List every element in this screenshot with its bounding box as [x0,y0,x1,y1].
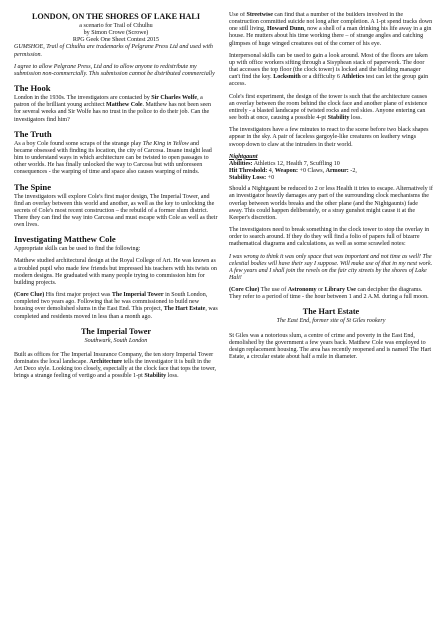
interpersonal-paragraph [229,53,433,89]
hart-estate-location: The East End, former site of St Giles rookery [276,318,386,325]
skill-locksmith: Locksmith [273,74,301,81]
core-clue-label: (Core Clue) [229,287,260,294]
text-span: Cole's first experiment, the design of the tower is such that the architecture causes an overlay between the room behind the clock face and another plane of existence entirely - a blasted landscape of twisted rocks and red skies. Anyone entering can see both at once, causing a possible 4-pt [229,93,428,122]
text-span: or a difficulty 6 [300,74,342,81]
investigating-intro: Appropriate skills can be used to find the following: [14,246,141,253]
text-span: , a patron of the brilliant young architect [14,95,203,109]
section-heading-hook: The Hook [14,83,51,94]
skill-stability: Stability [327,115,350,122]
text-span: or [316,287,325,294]
spine-paragraph: The investigators will explore Cole's first major design, The Imperial Tower, and find an overlay between this world and another, as well as the key to unlocking the secrets of Cole's most recent construction – the rebuild of a former slum district. There they can find the way into Carcosa and must escape with Cole as well as their own lives. [14,193,218,229]
text-span: . Matthew has not been seen for several weeks and Sir Wolfe has no trust in the police to do their job. Can the investigators find him? [14,102,211,123]
text-span: , now a shell of a man drinking his life away in a gin house. He mutters about his time working there – of strange angles and catching glimpses of huge winged creatures out of the corner of his eye. [229,26,432,47]
abilities-value: Athletics 12, Health 7, Scuffling 10 [252,160,340,167]
stability-loss-label: Stability Loss: [229,175,267,182]
weapon-value: +0 Claws, [298,167,326,174]
trademark-notice: GUMSHOE, Trail of Cthulhu are trademarks of Pelgrane Press Ltd and used with permission. [14,44,213,58]
skill-streetwise: Streetwise [246,12,273,18]
skill-stability: Stability [144,373,167,380]
location-imperial-tower: The Imperial Tower [111,292,164,299]
escape-paragraph: Should a Nightgaunt be reduced to 2 or less Health it tries to escape. Alternatively if an investigator heavily damages any part of the surrounding clock mechanisms the overlap between worlds breaks and the other plane (and the Nightgaunts) fade away. This could happen deliberately, or a stray gunshot might cause it at the Keeper's discretion. [229,186,433,221]
weapon-label: Weapon: [274,167,299,174]
document-title: LONDON, ON THE SHORES OF LAKE HALI [31,12,201,21]
core-clue-astronomy [229,287,433,301]
text-span: tells the investigator it is built in the Art Deco style. Looking too closely, especially at the clock face that tops the tower, brings a strange feeling of vertigo and a possible 1-pt [14,359,217,380]
section-heading-hart-estate: The Hart Estate [302,307,360,317]
location-hart-estate: The Hart Estate [163,306,206,313]
section-heading-spine: The Spine [14,181,52,192]
nightgaunt-stats [229,161,433,182]
stability-loss-value: +0 [266,175,275,182]
imperial-tower-paragraph [14,352,218,381]
text-span: , was completed and residents moved in less than a month ago. [14,306,218,320]
skill-athletics: Athletics [341,74,365,81]
scrawled-notes-quote: I was wrong to think it was only space that was important and not time as well! The celestial bodies will have their say I suppose. Will make use of that in my next work. A few years and I shall join the revels on the fair city streets by the shores of Lake Hali! [229,253,433,281]
right-column [229,12,433,630]
hart-estate-paragraph: St Giles was a notorious slum, a centre of crime and poverty in the East End, demolished by the government a few years back. Matthew Cole was employed to design replacement housing. The area has recently reopened and is named The Hart Estate, a circular estate about half a mile in diameter. [229,332,432,361]
left-column [14,12,218,630]
text-span: Use of [229,12,247,18]
abilities-label: Abilities: [229,160,253,167]
text-span: test can let the group gain access. [229,74,429,88]
overlay-paragraph [229,94,433,123]
skill-architecture: Architecture [89,359,123,365]
section-heading-imperial-tower: The Imperial Tower [80,326,152,336]
core-clue-imperial [14,292,218,321]
text-span: can find that a number of the builders involved in the construction committed suicide not long after completion. A 1-pt spend tracks down one still living, [229,12,433,33]
section-heading-investigating: Investigating Matthew Cole [14,234,116,245]
name-sir-charles-wolfe: Sir Charles Wolfe [151,95,198,102]
armour-value: -2, [348,167,357,174]
nightgaunt-statblock [229,154,433,183]
document-author: by Simon Crowe (Scrowe) [83,30,149,37]
text-span: The use of [259,287,288,294]
skill-library-use: Library Use [324,287,356,294]
armour-label: Armour: [325,167,349,174]
text-span: London in the 1930s. The investigators are contacted by [14,95,152,102]
nightgaunt-name: Nightgaunt [229,153,258,160]
text-span: As a boy Cole found some scraps of the strange play [14,140,143,147]
folio-paragraph: The investigators need to break something in the clock tower to stop the overlay in order to search around. If they do they will find a folio of papers full of bizarre mathematical diagrams and calculations, as well as some scrawled notes: [229,227,430,248]
text-span: Interpersonal skills can be used to gain a look around. Most of the floors are taken up with office workers sifting through a Sisyphean stack of paperwork. The door that accesses the top floor (the clock tower) is locked and the building manager can't find the key. [229,52,428,81]
streetwise-paragraph [229,12,433,48]
text-span: in South London, completed two years ago. Following that he was commissioned to build new housing over demolished slums in the East End. This project, [14,292,208,313]
hit-threshold-value: 4, [267,167,275,174]
gargoyle-paragraph: The investigators have a few minutes to react to the scene before two black shapes appear in the sky. A pair of faceless gargoyle-like creatures on leathery wings swoop down to claw at the intruders in their world. [229,127,429,148]
text-span: can decipher the diagrams. They refer to a period of time - the hour between 1 and 2 A.M. during a full moon. [229,287,429,301]
text-span: loss. [166,373,179,380]
truth-paragraph [14,141,218,177]
contest-line: RPG Geek One Sheet Contest 2015 [72,37,160,44]
hook-paragraph [14,95,218,124]
section-heading-truth: The Truth [14,128,52,139]
text-span: His first major project was [44,292,112,299]
name-howard-dunn: Howard Dunn [266,26,305,33]
name-matthew-cole: Matthew Cole [106,102,143,109]
redistribution-notice: I agree to allow Pelgrane Press, Ltd and to allow anyone to redistribute my submission non-commercially. This submission cannot be distributed commercially [14,63,215,77]
title-king-in-yellow: The King in Yellow [142,140,189,147]
core-clue-label: (Core Clue) [14,292,45,299]
investigating-paragraph: Matthew studied architectural design at the Royal College of Art. He was known as a troubled pupil who made few friends but impressed his teachers with his twists on modern designs. He graduated with many people trying to commission him for building projects. [14,258,217,286]
text-span: Built as offices for The Imperial Insurance Company, the ten story Imperial Tower dominates the local landscape. [14,351,214,365]
text-span: and became obsessed with finding its location, the city of Carcosa. Insane insight lead him to understand ways in which architecture can be twisted to open passages to other worlds. He has finally unlocked the way to Carcosa but with unforeseen consequences - the warping of time and space also causes warping of minds. [14,140,212,176]
document-subtitle: a scenario for Trail of Cthulhu [79,23,153,29]
skill-astronomy: Astronomy [287,287,317,294]
imperial-tower-location: Southwark, South London [84,337,148,344]
hit-threshold-label: Hit Threshold: [229,167,268,174]
text-span: loss. [349,115,362,122]
